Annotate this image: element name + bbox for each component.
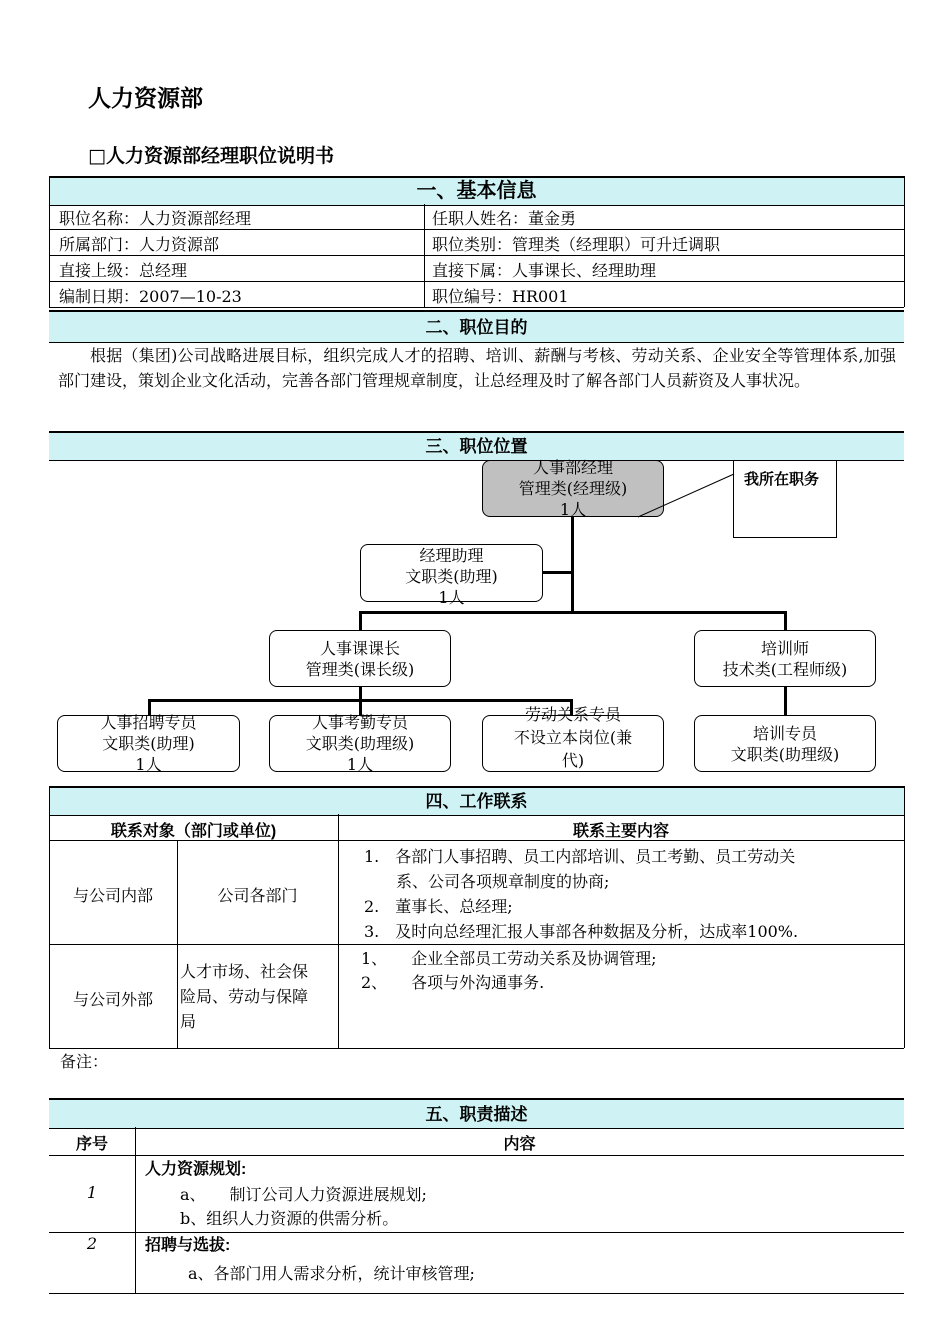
org-node-line: 培训专员 (752, 724, 817, 743)
org-connector (784, 611, 787, 631)
table-row-line (49, 281, 904, 282)
table-row-line (49, 944, 904, 945)
org-connector (359, 686, 362, 715)
internal-label: 与公司内部 (72, 886, 153, 905)
duty-title: 招聘与选拔: (145, 1237, 231, 1254)
internal-target: 公司各部门 (217, 886, 298, 905)
table-row-line (49, 1155, 904, 1156)
employee-name-field: 任职人姓名：董金勇 (432, 209, 577, 228)
org-node-line: 经理助理 (419, 546, 484, 565)
duties-col-content-header: 内容 (503, 1136, 536, 1153)
org-node-line: 文职类(助理级) (730, 745, 840, 764)
org-node-line: 管理类(经理级) (518, 479, 628, 498)
external-item: 2、 各项与外沟通事务. (361, 973, 545, 992)
purpose-text: 根据（集团)公司战略进展目标，组织完成人才的招聘、培训、薪酬与考核、劳动关系、企业安全等管理体系,加强部门建设，策划企业文化活动，完善各部门管理规章制度，让总经理及时了解各部门人员薪资及人事状况。 (58, 346, 896, 390)
org-node-line: 人事课课长 (319, 639, 400, 658)
external-target-line: 险局、劳动与保障 (180, 987, 309, 1006)
contacts-col-target-header: 联系对象（部门或单位) (110, 823, 277, 840)
duty-item: a、 制订公司人力资源进展规划; (180, 1185, 427, 1204)
contacts-note: 备注： (60, 1052, 109, 1071)
contacts-col-content-header: 联系主要内容 (572, 823, 669, 840)
org-node-line: 劳动关系专员 (524, 705, 621, 724)
table-border (49, 176, 50, 307)
table-row-line (49, 307, 904, 308)
org-node-line: 人事招聘专员 (100, 713, 197, 732)
position-code-field: 职位编号：HR001 (432, 287, 569, 306)
org-node-line: 文职类(助理级) (305, 734, 415, 753)
table-border (904, 786, 905, 1048)
superior-field: 直接上级：总经理 (59, 261, 188, 280)
subordinates-field: 直接下属：人事课长、经理助理 (432, 261, 657, 280)
document-title: □人力资源部经理职位说明书 (88, 145, 334, 167)
date-field: 编制日期：2007—10-23 (59, 287, 242, 306)
org-connector (542, 571, 574, 574)
org-node-line: 技术类(工程师级) (722, 660, 848, 679)
department-field: 所属部门：人力资源部 (59, 235, 220, 254)
org-node-line: 人事部经理 (532, 458, 613, 477)
duty-title: 人力资源规划: (145, 1161, 247, 1178)
table-row-line (49, 255, 904, 256)
duty-item: a、各部门用人需求分析，统计审核管理; (188, 1264, 475, 1283)
internal-item: 3. 及时向总经理汇报人事部各种数据及分析，达成率100%. (364, 922, 799, 941)
org-node-attendance-specialist (269, 715, 451, 772)
table-border (904, 176, 905, 307)
org-node-assistant (360, 544, 543, 607)
external-target-line: 局 (180, 1012, 197, 1031)
org-node-line: 代) (561, 751, 585, 770)
org-node-line: 文职类(助理) (405, 567, 498, 586)
org-connector (784, 686, 787, 715)
org-node-line: 管理类(课长级) (305, 660, 415, 679)
table-divider (338, 814, 339, 1048)
org-node-line: 1人 (438, 588, 465, 607)
internal-item: 1. 各部门人事招聘、员工内部培训、员工考勤、员工劳动关 (364, 847, 796, 866)
org-node-line: 人事考勤专员 (311, 713, 408, 732)
job-category-field: 职位类别：管理类（经理职）可升迁调职 (432, 235, 721, 254)
duties-col-no-header: 序号 (75, 1136, 108, 1153)
section-purpose-heading: 二、职位目的 (49, 310, 904, 343)
org-node-line: 1人 (346, 755, 374, 774)
internal-item: 2. 董事长、总经理; (364, 897, 513, 916)
internal-item: 系、公司各项规章制度的协商; (364, 872, 610, 891)
org-connector (359, 611, 362, 631)
callout-box (733, 460, 837, 538)
callout-pointer (636, 470, 736, 520)
org-node-labor-specialist (482, 705, 664, 772)
section-duties-heading: 五、职责描述 (49, 1098, 904, 1129)
org-node-training-specialist (694, 715, 876, 772)
table-row-line (49, 229, 904, 230)
table-row-line (49, 1048, 904, 1049)
table-row-line (49, 1293, 904, 1294)
job-title-field: 职位名称：人力资源部经理 (59, 209, 252, 228)
org-node-line: 文职类(助理) (102, 734, 195, 753)
duty-number: 1 (86, 1183, 98, 1202)
org-node-line: 培训师 (760, 639, 809, 658)
department-title: 人力资源部 (88, 85, 203, 111)
external-item: 1、 企业全部员工劳动关系及协调管理; (361, 949, 657, 968)
org-node-trainer (694, 630, 876, 687)
org-node-recruit-specialist (57, 715, 240, 772)
org-node-section-chief (269, 630, 451, 687)
org-node-line: 不设立本岗位(兼 (513, 728, 633, 747)
org-node-line: 1人 (559, 500, 587, 519)
section-position-heading: 三、职位位置 (49, 431, 904, 461)
external-target-line: 人才市场、社会保 (180, 962, 309, 981)
duty-item: b、组织人力资源的供需分析。 (180, 1209, 399, 1228)
external-label: 与公司外部 (72, 990, 153, 1009)
duty-number: 2 (86, 1234, 98, 1253)
org-connector (359, 611, 786, 614)
org-connector (571, 516, 574, 614)
section-contacts-heading: 四、工作联系 (49, 786, 904, 816)
org-node-line: 1人 (135, 755, 162, 774)
section-basic-info-heading: 一、基本信息 (49, 176, 904, 206)
callout-label: 我所在职务 (744, 471, 820, 488)
